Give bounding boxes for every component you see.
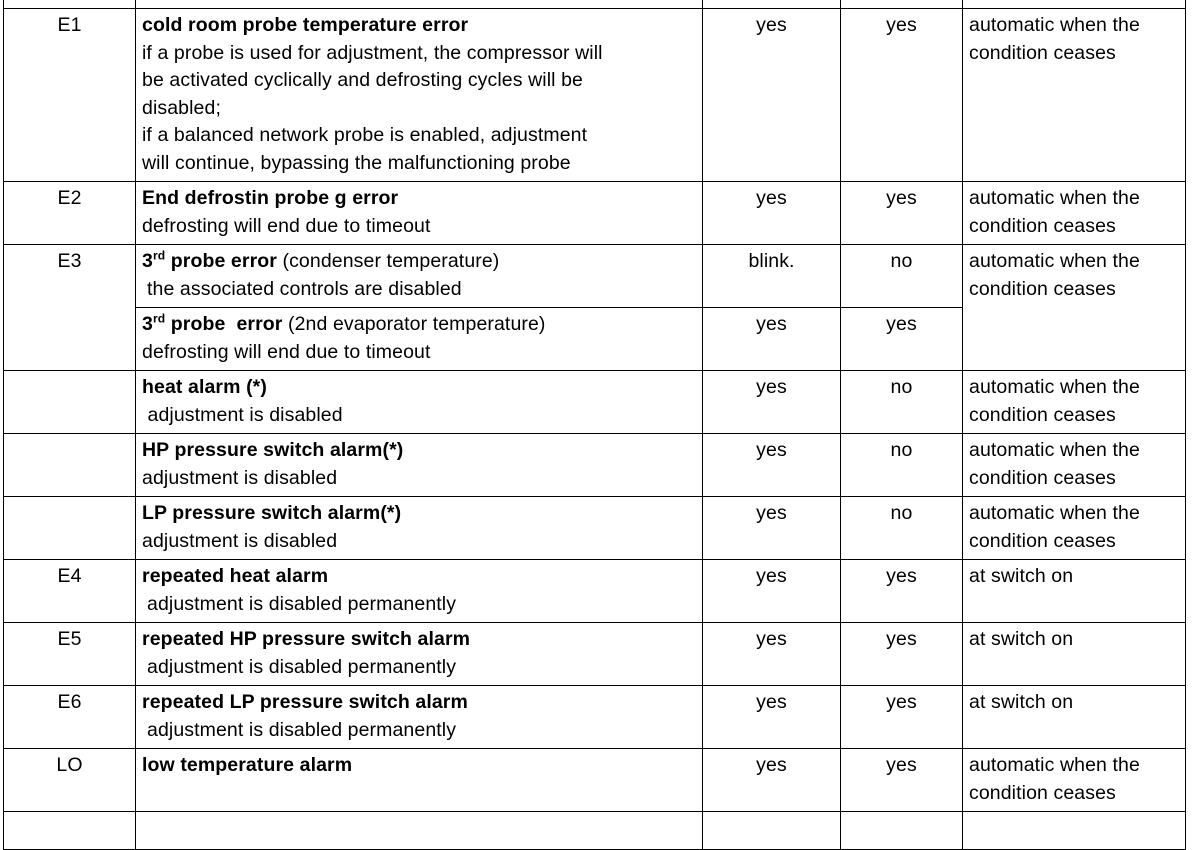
cell-reset	[963, 9, 1186, 182]
cell-description	[136, 182, 703, 245]
cell-description	[136, 686, 703, 749]
ordinal-suffix: rd	[152, 311, 166, 326]
cell-reset	[963, 686, 1186, 749]
alarm-code-table	[3, 0, 1186, 850]
alarm-code: E2	[57, 187, 82, 209]
cell-description	[136, 434, 703, 497]
buzzer-value: yes	[886, 691, 917, 713]
display-value: yes	[756, 439, 787, 461]
cell-description-partial	[136, 0, 703, 9]
cell-display	[703, 308, 841, 371]
cell-reset	[963, 434, 1186, 497]
cell-reset	[963, 497, 1186, 560]
buzzer-value: no	[890, 439, 913, 461]
display-value: yes	[756, 14, 787, 36]
cell-description	[136, 245, 703, 308]
display-value: yes	[756, 502, 787, 524]
cell-display	[703, 686, 841, 749]
display-value: yes	[756, 376, 787, 398]
alarm-title: low temperature alarm	[142, 754, 353, 776]
alarm-detail-line: defrosting will end due to timeout	[142, 340, 431, 363]
cell-display	[703, 497, 841, 560]
ordinal-suffix: rd	[152, 248, 166, 263]
reset-value: automatic when the condition ceases	[969, 754, 1146, 804]
alarm-detail-line: adjustment is disabled permanently	[147, 592, 457, 615]
alarm-detail-line: be activated cyclically and defrosting cycles will be	[142, 69, 584, 91]
cell-reset	[963, 371, 1186, 434]
reset-value: automatic when the condition ceases	[969, 502, 1146, 552]
cell-code	[4, 245, 136, 371]
alarm-title: End defrostin probe g error	[142, 187, 399, 209]
table-row-partial-bottom	[4, 812, 1186, 850]
cell-code	[4, 371, 136, 434]
cell-reset-partial	[963, 0, 1186, 9]
cell-display	[703, 560, 841, 623]
display-value: yes	[756, 565, 787, 587]
alarm-title: repeated heat alarm	[142, 565, 329, 587]
table-row	[4, 245, 1186, 308]
cell-buzzer	[841, 182, 963, 245]
alarm-title: LP pressure switch alarm(*)	[142, 502, 402, 524]
display-value: yes	[756, 691, 787, 713]
alarm-detail-line: if a probe is used for adjustment, the compressor will	[142, 41, 603, 64]
table-row	[4, 686, 1186, 749]
display-value: yes	[756, 628, 787, 650]
alarm-title: repeated LP pressure switch alarm	[142, 691, 468, 713]
cell-reset	[963, 245, 1186, 371]
cell-description-partial	[136, 812, 703, 850]
cell-code	[4, 434, 136, 497]
alarm-title: cold room probe temperature error	[142, 14, 469, 36]
cell-display	[703, 9, 841, 182]
cell-buzzer	[841, 560, 963, 623]
table-row	[4, 9, 1186, 182]
alarm-title: repeated HP pressure switch alarm	[142, 628, 471, 650]
cell-description	[136, 749, 703, 812]
reset-value: automatic when the condition ceases	[969, 187, 1146, 237]
cell-display	[703, 182, 841, 245]
cell-display-partial	[703, 812, 841, 850]
cell-buzzer	[841, 623, 963, 686]
cell-code	[4, 182, 136, 245]
alarm-code: E4	[57, 565, 82, 587]
cell-display	[703, 371, 841, 434]
alarm-detail-line: adjustment is disabled	[142, 403, 343, 426]
cell-code	[4, 623, 136, 686]
cell-reset	[963, 182, 1186, 245]
buzzer-value: no	[890, 376, 913, 398]
alarm-detail-line: the associated controls are disabled	[147, 277, 462, 300]
buzzer-value: no	[890, 502, 913, 524]
alarm-detail-line: adjustment is disabled permanently	[147, 718, 457, 741]
cell-description	[136, 623, 703, 686]
cell-buzzer-partial	[841, 0, 963, 9]
reset-value: automatic when the condition ceases	[969, 439, 1146, 489]
alarm-detail-line: if a balanced network probe is enabled, adjustment	[142, 124, 588, 146]
display-value: yes	[756, 754, 787, 776]
cell-buzzer	[841, 245, 963, 308]
cell-description	[136, 308, 703, 371]
alarm-title: HP pressure switch alarm(*)	[142, 439, 404, 461]
display-value: blink.	[748, 250, 795, 272]
alarm-detail-line: will continue, bypassing the malfunctioning probe	[142, 151, 571, 174]
buzzer-value: yes	[886, 754, 917, 776]
buzzer-value: yes	[886, 14, 917, 36]
cell-buzzer	[841, 308, 963, 371]
cell-description	[136, 371, 703, 434]
cell-display	[703, 623, 841, 686]
cell-display	[703, 245, 841, 308]
cell-buzzer	[841, 497, 963, 560]
cell-reset-partial	[963, 812, 1186, 850]
alarm-detail-line: adjustment is disabled permanently	[147, 655, 457, 678]
cell-display-partial	[703, 0, 841, 9]
table-viewport	[3, 0, 1186, 804]
alarm-code: LO	[56, 754, 83, 776]
table-row	[4, 749, 1186, 812]
alarm-code: E5	[57, 628, 82, 650]
display-value: yes	[756, 313, 787, 335]
cell-buzzer	[841, 9, 963, 182]
alarm-code: E3	[57, 250, 82, 272]
cell-code-partial	[4, 812, 136, 850]
alarm-title: heat alarm (*)	[142, 376, 267, 398]
cell-description	[136, 9, 703, 182]
cell-buzzer-partial	[841, 812, 963, 850]
cell-buzzer	[841, 686, 963, 749]
cell-reset	[963, 749, 1186, 812]
reset-value: automatic when the condition ceases	[969, 250, 1146, 300]
buzzer-value: yes	[886, 565, 917, 587]
reset-value: at switch on	[969, 628, 1074, 650]
table-row	[4, 623, 1186, 686]
cell-code	[4, 9, 136, 182]
cell-display	[703, 434, 841, 497]
reset-value: automatic when the condition ceases	[969, 376, 1146, 426]
buzzer-value: yes	[886, 313, 917, 335]
buzzer-value: yes	[886, 628, 917, 650]
alarm-detail-line: adjustment is disabled	[142, 529, 338, 552]
table-row-partial-top	[4, 0, 1186, 9]
cell-code-partial	[4, 0, 136, 9]
cell-description	[136, 560, 703, 623]
cell-buzzer	[841, 434, 963, 497]
reset-value: at switch on	[969, 691, 1074, 713]
reset-value: automatic when the condition ceases	[969, 14, 1146, 64]
cell-buzzer	[841, 371, 963, 434]
alarm-code: E1	[57, 14, 82, 36]
alarm-title: 3rd probe error (2nd evaporator temperature)	[142, 311, 546, 335]
alarm-code: E6	[57, 691, 82, 713]
cell-code	[4, 560, 136, 623]
table-row	[4, 434, 1186, 497]
alarm-detail-line: defrosting will end due to timeout	[142, 214, 431, 237]
cell-code	[4, 686, 136, 749]
alarm-detail-line: adjustment is disabled	[142, 466, 338, 489]
display-value: yes	[756, 187, 787, 209]
alarm-detail-line: disabled;	[142, 96, 221, 119]
table-row	[4, 371, 1186, 434]
cell-display	[703, 749, 841, 812]
cell-code	[4, 749, 136, 812]
table-row	[4, 497, 1186, 560]
cell-reset	[963, 623, 1186, 686]
reset-value: at switch on	[969, 565, 1074, 587]
cell-buzzer	[841, 749, 963, 812]
cell-reset	[963, 560, 1186, 623]
buzzer-value: yes	[886, 187, 917, 209]
cell-description	[136, 497, 703, 560]
buzzer-value: no	[890, 250, 913, 272]
cell-code	[4, 497, 136, 560]
alarm-title: 3rd probe error (condenser temperature)	[142, 248, 500, 272]
table-row	[4, 560, 1186, 623]
table-row	[4, 182, 1186, 245]
